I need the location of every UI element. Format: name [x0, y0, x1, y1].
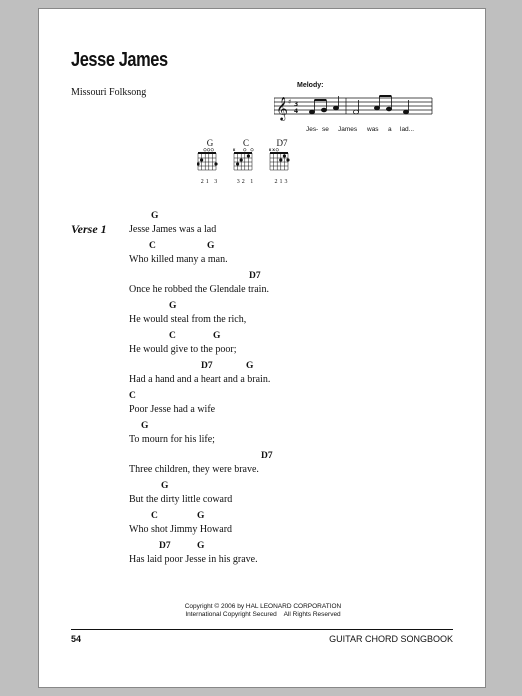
chord-symbol: C [151, 511, 158, 521]
chord-symbol: G [197, 541, 205, 551]
melody-syllable: Jes [306, 126, 317, 133]
song-subtitle: Missouri Folksong [71, 87, 147, 98]
svg-text:𝄞: 𝄞 [276, 96, 288, 120]
chord-diagram-name: D7 [276, 138, 288, 148]
chord-symbol: C [129, 391, 136, 401]
lyric-text: But the dirty little coward [129, 494, 233, 505]
chord-diagram-fingering: 21 3 [200, 179, 220, 185]
chord-diagram-d7 [269, 138, 295, 185]
chord-symbol: D7 [201, 361, 213, 371]
lyric-text: Who shot Jimmy Howard [129, 524, 233, 535]
fretboard-grid [197, 148, 223, 174]
copyright-notice [39, 603, 487, 619]
melody-syllable: James [338, 126, 358, 133]
lyric-text: To mourn for his life; [129, 434, 215, 445]
lyric-text: Has laid poor Jesse in his grave. [129, 554, 258, 565]
chord-diagram-name: C [242, 138, 249, 148]
chord-symbol: D7 [159, 541, 171, 551]
chord-diagram-fingering: 32 1 [236, 179, 256, 185]
lyric-line [129, 361, 469, 391]
verse-label: Verse 1 [71, 222, 107, 236]
footer-divider [71, 629, 453, 630]
page-number: 54 [71, 634, 82, 644]
chord-symbol: D7 [261, 451, 273, 461]
lyric-text: Once he robbed the Glendale train. [129, 284, 269, 295]
chord-symbol: G [207, 241, 215, 251]
chord-symbol: G [141, 421, 149, 431]
lyric-text: Who killed many a man. [129, 254, 228, 265]
fretboard-grid [233, 148, 259, 174]
chord-symbol: G [151, 211, 159, 221]
song-title: Jesse James [71, 49, 168, 71]
copyright-line: Copyright © 2006 by HAL LEONARD CORPORATION [184, 603, 342, 610]
svg-text:♯: ♯ [288, 98, 292, 106]
melody-syllable: a [388, 126, 392, 133]
melody-staff [274, 92, 434, 124]
lyric-line [129, 331, 469, 361]
chord-symbol: C [169, 331, 176, 341]
chord-symbol: G [246, 361, 254, 371]
chord-symbol: D7 [249, 271, 261, 281]
chord-symbol: C [149, 241, 156, 251]
melody-syllable: - [316, 126, 319, 133]
lyric-line [129, 511, 469, 541]
lyric-line [129, 481, 469, 511]
lyric-line [129, 541, 469, 571]
lyric-line [129, 211, 469, 241]
lyric-text: He would steal from the rich, [129, 314, 247, 325]
lyric-text: Jesse James was a lad [129, 224, 217, 235]
chord-symbol: G [169, 301, 177, 311]
chord-symbol: G [197, 511, 205, 521]
lyric-line [129, 271, 469, 301]
chord-symbol: G [161, 481, 169, 491]
melody-label: Melody: [297, 82, 324, 89]
chord-diagram-name: G [206, 138, 214, 148]
melody-syllable: se [322, 126, 329, 133]
lyric-text: Three children, they were brave. [129, 464, 259, 475]
sheet-page [38, 8, 486, 688]
chord-diagram-c [233, 138, 259, 185]
chord-diagram-fingering: 213 [274, 179, 290, 185]
lyric-line [129, 391, 469, 421]
lyric-line [129, 451, 469, 481]
svg-text:4: 4 [294, 108, 299, 115]
lyric-line [129, 421, 469, 451]
copyright-line: International Copyright Secured All Rights Reserved [185, 611, 341, 618]
chord-symbol: G [213, 331, 221, 341]
lyric-line [129, 241, 469, 271]
lyric-text: He would give to the poor; [129, 344, 237, 355]
lyric-text: Poor Jesse had a wife [129, 404, 216, 415]
lyric-text: Had a hand and a heart and a brain. [129, 374, 271, 385]
book-title: GUITAR CHORD SONGBOOK [329, 634, 453, 644]
fretboard-grid [269, 148, 295, 174]
svg-text:3: 3 [294, 101, 299, 108]
melody-syllable: lad... [400, 126, 415, 133]
lyric-line [129, 301, 469, 331]
melody-syllable: was [367, 126, 379, 133]
chord-diagram-g [197, 138, 223, 185]
